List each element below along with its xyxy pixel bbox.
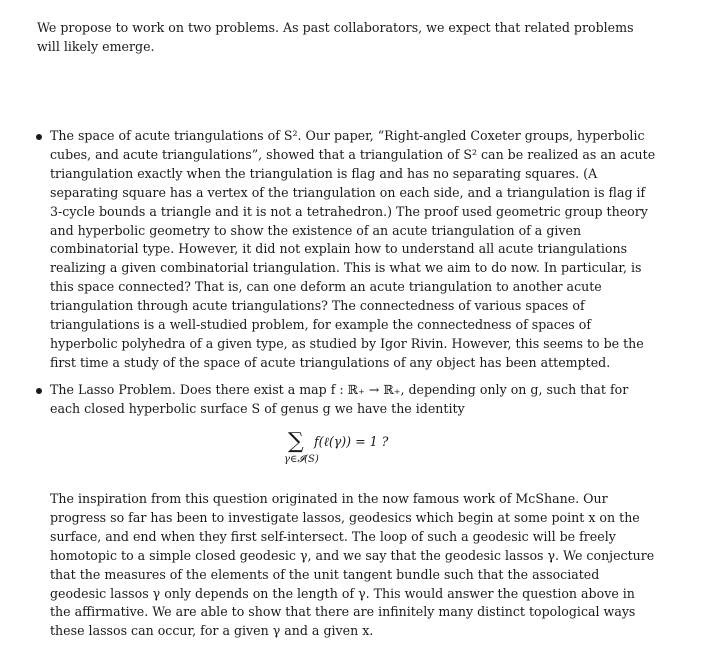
bullet-dot <box>36 388 42 394</box>
lasso-discussion-paragraph: The inspiration from this question originated in the now famous work of McShane. Our progress so far has been to investigate lassos, geodesics which begin at some point x on the surface, and end when they first self-intersect. The loop of such a geodesic will be freely homotopic to a simple closed geodesic γ, and we say that the geodesic lassos γ. We conjecture that the measures of the elements of the unit tangent bundle such that the associated geodesic lassos γ only depends on the length of γ. This would answer the question above in the affirmative. We are able to show that there are infinitely many distinct topological ways these lassos can occur, for a given γ and a given x. <box>50 491 655 639</box>
bullet-lasso-problem: The Lasso Problem. Does there exist a map f : ℝ₊ → ℝ₊, depending only on g, such that for each closed hyperbolic surface S of genus g we have the identity <box>50 382 629 416</box>
summation-subscript: γ∈𝓘(S) <box>284 454 319 465</box>
equation-expression: f(ℓ(γ)) = 1 ? <box>314 434 389 449</box>
summation-symbol: ∑ <box>288 429 304 454</box>
bullet-acute-triangulations: The space of acute triangulations of S². Our paper, “Right-angled Coxeter groups, hyperbolic cubes, and acute triangulations”, showed that a triangulation of S² can be realized as an acute triangulation exactly when the triangulation is flag and has no separating squares. (A separating square has a vertex of the triangulation on each side, and a triangulation is flag if 3-cycle bounds a triangle and it is not a tetrahedron.) The proof used geometric group theory and hyperbolic geometry to show the existence of an acute triangulation of a given combinatorial type. However, it did not explain how to understand all acute triangulations realizing a given combinatorial triangulation. This is what we aim to do now. In particular, is this space connected? That is, can one deform an acute triangulation to another acute triangulation through acute triangulations? The connectedness of various spaces of triangulations is a well-studied problem, for example the connectedness of spaces of hyperbolic polyhedra of a given type, as studied by Igor Rivin. However, this seems to be the first time a study of the space of acute triangulations of any object has been attempted. <box>50 128 656 370</box>
bullet-dot <box>36 134 42 140</box>
intro-paragraph: We propose to work on two problems. As past collaborators, we expect that related problems will likely emerge. <box>37 20 634 54</box>
display-equation <box>270 430 450 470</box>
